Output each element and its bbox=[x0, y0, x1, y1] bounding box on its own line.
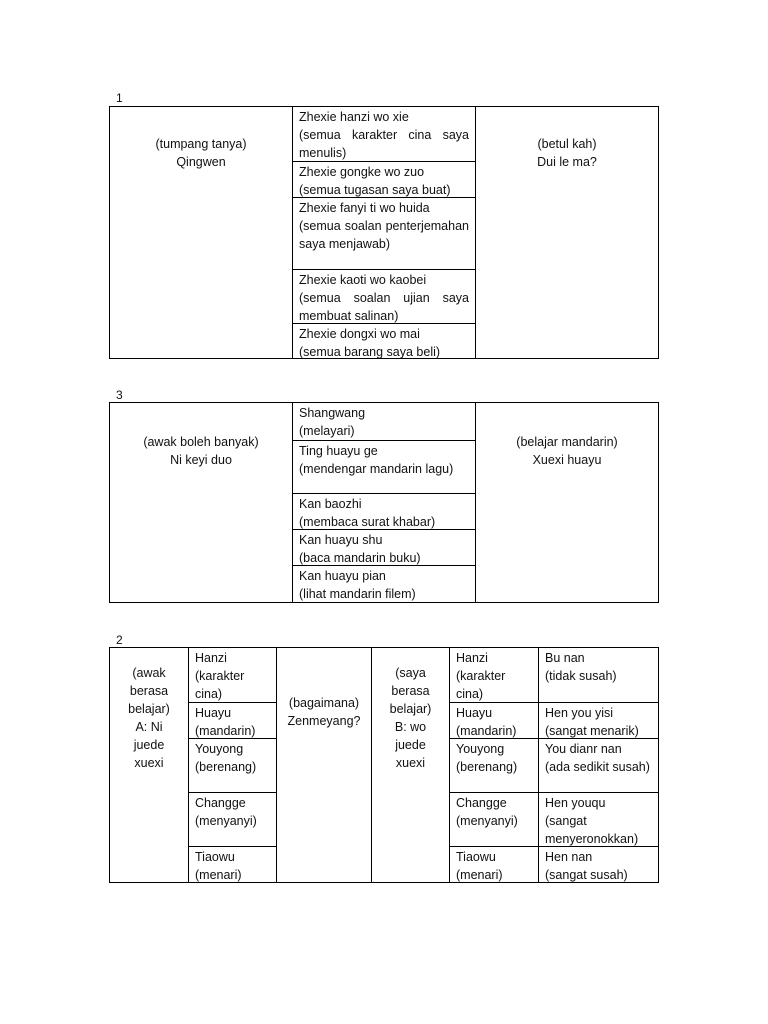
row-malay: (ada sedikit susah) bbox=[545, 760, 650, 774]
table-row bbox=[450, 846, 538, 882]
table-row bbox=[293, 107, 475, 161]
table3-middle-column bbox=[292, 403, 476, 602]
table2-middle bbox=[277, 694, 371, 730]
table-row bbox=[293, 529, 475, 565]
table1-left-malay: (tumpang tanya) bbox=[155, 137, 247, 151]
b-label-line: B: wo bbox=[394, 720, 427, 734]
row-malay: (semua tugasan saya buat) bbox=[299, 183, 451, 197]
table-row bbox=[293, 161, 475, 197]
table-row bbox=[539, 738, 658, 792]
row-malay: (menari) bbox=[456, 868, 503, 882]
row-malay: (semua barang saya beli) bbox=[299, 345, 441, 359]
b-label-line: juede bbox=[395, 738, 426, 752]
table1-right-pinyin: Dui le ma? bbox=[537, 155, 597, 169]
table3-right-malay: (belajar mandarin) bbox=[516, 435, 618, 449]
table-row bbox=[189, 846, 276, 882]
table-row bbox=[293, 323, 475, 358]
table1-left-cell bbox=[110, 135, 292, 171]
row-pinyin: Tiaowu bbox=[195, 850, 235, 864]
table1-middle-column bbox=[292, 107, 476, 358]
row-malay: (melayari) bbox=[299, 424, 355, 438]
table3-right-cell bbox=[476, 433, 658, 469]
row-pinyin: Kan huayu shu bbox=[299, 533, 383, 547]
b-label-line: (saya bbox=[395, 666, 426, 680]
row-malay: (karakter cina) bbox=[195, 669, 245, 701]
table-row bbox=[189, 702, 276, 738]
row-pinyin: Changge bbox=[195, 796, 246, 810]
row-malay: (berenang) bbox=[195, 760, 257, 774]
table2-subjects-b bbox=[449, 648, 539, 882]
row-pinyin: Bu nan bbox=[545, 651, 585, 665]
row-malay: (berenang) bbox=[456, 760, 518, 774]
table-row bbox=[293, 269, 475, 323]
table-row bbox=[293, 493, 475, 529]
row-malay: (semua karakter cina saya menulis) bbox=[299, 128, 469, 160]
b-label-line: belajar) bbox=[389, 702, 432, 716]
row-pinyin: Changge bbox=[456, 796, 507, 810]
row-pinyin: Zhexie gongke wo zuo bbox=[299, 165, 425, 179]
row-malay: (menari) bbox=[195, 868, 242, 882]
table-row bbox=[189, 792, 276, 846]
table3-right-pinyin: Xuexi huayu bbox=[532, 453, 602, 467]
table-row bbox=[539, 702, 658, 738]
middle-malay: (bagaimana) bbox=[288, 696, 360, 710]
row-malay: (semua soalan penterjemahan saya menjawab) bbox=[299, 219, 469, 251]
table1-right-malay: (betul kah) bbox=[537, 137, 597, 151]
row-pinyin: Hanzi bbox=[195, 651, 227, 665]
row-pinyin: Hen you yisi bbox=[545, 706, 614, 720]
a-label-line: (awak bbox=[132, 666, 166, 680]
row-malay: (menyanyi) bbox=[456, 814, 518, 828]
a-label-line: xuexi bbox=[134, 756, 164, 770]
row-pinyin: Ting huayu ge bbox=[299, 444, 378, 458]
table-row bbox=[450, 792, 538, 846]
table-1 bbox=[109, 106, 659, 359]
table-row bbox=[539, 792, 658, 846]
table-row bbox=[450, 738, 538, 792]
row-malay: (sangat susah) bbox=[545, 868, 628, 882]
row-pinyin: Zhexie hanzi wo xie bbox=[299, 110, 409, 124]
row-pinyin: Zhexie kaoti wo kaobei bbox=[299, 273, 427, 287]
table-number-3: 3 bbox=[116, 388, 123, 402]
table1-right-cell bbox=[476, 135, 658, 171]
row-pinyin: Youyong bbox=[456, 742, 505, 756]
row-pinyin: Hanzi bbox=[456, 651, 488, 665]
table3-left-cell bbox=[110, 433, 292, 469]
row-malay: (sangat menarik) bbox=[545, 724, 639, 738]
table3-left-malay: (awak boleh banyak) bbox=[143, 435, 259, 449]
row-pinyin: Hen youqu bbox=[545, 796, 606, 810]
row-pinyin: Kan baozhi bbox=[299, 497, 362, 511]
table1-left-pinyin: Qingwen bbox=[176, 155, 226, 169]
row-pinyin: Zhexie dongxi wo mai bbox=[299, 327, 420, 341]
row-malay: (karakter cina) bbox=[456, 669, 506, 701]
table-row bbox=[293, 440, 475, 493]
middle-pinyin: Zenmeyang? bbox=[287, 714, 361, 728]
table2-answers bbox=[539, 648, 658, 882]
table-row bbox=[539, 846, 658, 882]
row-pinyin: Hen nan bbox=[545, 850, 593, 864]
row-malay: (sangat menyeronokkan) bbox=[545, 814, 639, 846]
row-pinyin: You dianr nan bbox=[545, 742, 622, 756]
table3-left-pinyin: Ni keyi duo bbox=[170, 453, 232, 467]
table2-b-label bbox=[371, 648, 449, 882]
row-malay: (membaca surat khabar) bbox=[299, 515, 436, 529]
a-label-line: juede bbox=[133, 738, 165, 752]
row-pinyin: Shangwang bbox=[299, 406, 366, 420]
table-2 bbox=[109, 647, 659, 883]
a-label-line: A: Ni bbox=[135, 720, 163, 734]
row-pinyin: Huayu bbox=[195, 706, 232, 720]
a-label-line: belajar) bbox=[128, 702, 170, 716]
table-row bbox=[189, 738, 276, 792]
row-malay: (mandarin) bbox=[195, 724, 256, 738]
table-row bbox=[293, 565, 475, 602]
row-pinyin: Tiaowu bbox=[456, 850, 496, 864]
row-malay: (baca mandarin buku) bbox=[299, 551, 421, 565]
row-pinyin: Kan huayu pian bbox=[299, 569, 386, 583]
row-pinyin: Huayu bbox=[456, 706, 493, 720]
a-label-line: berasa bbox=[129, 684, 169, 698]
table-row bbox=[293, 197, 475, 269]
table-3 bbox=[109, 402, 659, 603]
row-malay: (menyanyi) bbox=[195, 814, 257, 828]
table2-subjects-a bbox=[188, 648, 277, 882]
row-pinyin: Youyong bbox=[195, 742, 244, 756]
b-label-line: xuexi bbox=[395, 756, 426, 770]
table-number-1: 1 bbox=[116, 91, 123, 105]
row-malay: (mendengar mandarin lagu) bbox=[299, 462, 454, 476]
row-malay: (semua soalan ujian saya membuat salinan) bbox=[299, 291, 469, 323]
row-malay: (mandarin) bbox=[456, 724, 517, 738]
table-row bbox=[189, 648, 276, 702]
table-row bbox=[539, 648, 658, 702]
table2-a-label bbox=[110, 664, 188, 772]
table-row bbox=[450, 702, 538, 738]
b-label-line: berasa bbox=[391, 684, 430, 698]
table-row bbox=[450, 648, 538, 702]
table-number-2: 2 bbox=[116, 633, 123, 647]
row-pinyin: Zhexie fanyi ti wo huida bbox=[299, 201, 430, 215]
table-row bbox=[293, 403, 475, 440]
row-malay: (lihat mandarin filem) bbox=[299, 587, 416, 601]
row-malay: (tidak susah) bbox=[545, 669, 617, 683]
